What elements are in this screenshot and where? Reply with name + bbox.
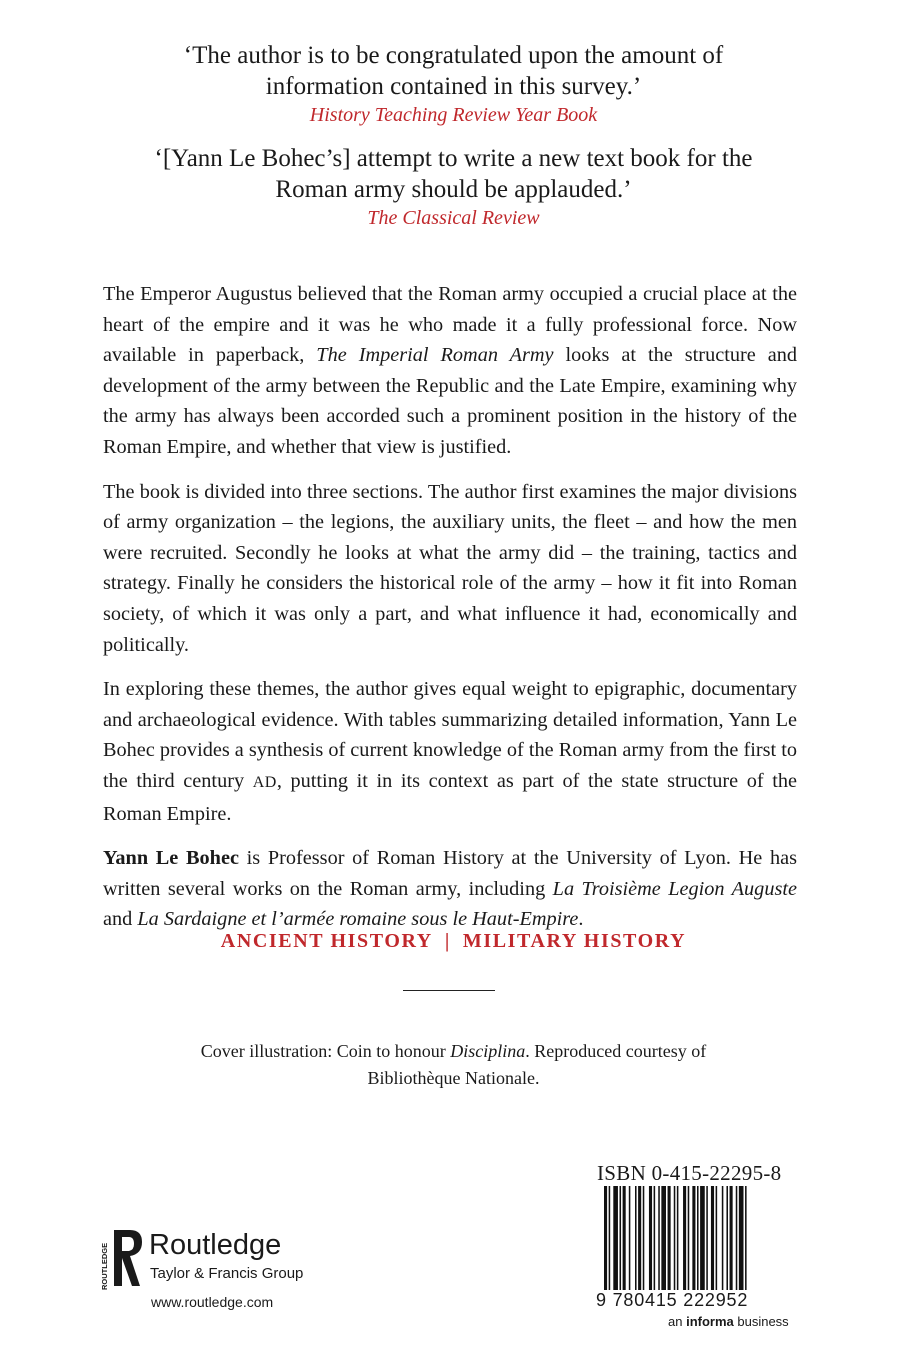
review-quote-text: ‘The author is to be congratulated upon the amount of bbox=[183, 42, 724, 69]
barcode-bar bbox=[654, 1186, 656, 1292]
isbn-label: ISBN 0-415-22295-8 bbox=[597, 1161, 782, 1185]
description-paragraph-1: The Emperor Augustus believed that the Roman army occupied a crucial place at the heart of the empire and it was he who made it a fully professional force. Now available in paperback, The Imperial Roman Army looks at the structure and development of the army between the Republic and the Late Empire, examining why the army has always been accorded such a prominent position in the history of the Roman Empire, and whether that view is justified. bbox=[103, 283, 797, 458]
barcode-bar bbox=[668, 1186, 671, 1292]
divider-rule bbox=[403, 990, 495, 991]
review-quote-text: ‘[Yann Le Bohec’s] attempt to write a new text book for the bbox=[154, 145, 753, 172]
description-paragraph-3: In exploring these themes, the author gives equal weight to epigraphic, documentary and archaeological evidence. With tables summarizing detailed information, Yann Le Bohec provides a synthesis of current knowledge of the Roman army from the first to the third century AD, putting it in its context as part of the state structure of the Roman Empire. bbox=[103, 678, 798, 825]
barcode-bar bbox=[674, 1186, 676, 1292]
review-quote-2 bbox=[0, 143, 907, 231]
barcode bbox=[596, 1186, 796, 1292]
informa-tagline: an informa business bbox=[668, 1314, 789, 1329]
barcode-bar bbox=[638, 1186, 641, 1292]
svg-text:ROUTLEDGE: ROUTLEDGE bbox=[100, 1242, 109, 1290]
barcode-bar bbox=[661, 1186, 666, 1292]
barcode-bar bbox=[730, 1186, 733, 1292]
publisher-group: Taylor & Francis Group bbox=[150, 1265, 304, 1282]
barcode-bar bbox=[604, 1186, 607, 1292]
book-title: The Imperial Roman Army bbox=[316, 344, 554, 367]
barcode-bar bbox=[700, 1186, 705, 1292]
barcode-bar bbox=[739, 1186, 744, 1292]
barcode-bar bbox=[643, 1186, 645, 1292]
author-name: Yann Le Bohec bbox=[103, 847, 239, 870]
publisher-name: Routledge bbox=[149, 1229, 282, 1261]
review-quote-text: information contained in this survey.’ bbox=[265, 73, 642, 100]
barcode-bar bbox=[649, 1186, 652, 1292]
review-quote-text: Roman army should be applauded.’ bbox=[275, 176, 632, 203]
barcode-bar bbox=[736, 1186, 738, 1292]
barcode-bar bbox=[745, 1186, 747, 1292]
category-ancient-history: ANCIENT HISTORY bbox=[220, 930, 433, 952]
barcode-bar bbox=[716, 1186, 718, 1292]
barcode-bar bbox=[658, 1186, 660, 1292]
barcode-bar bbox=[623, 1186, 626, 1292]
description-paragraph-2: The book is divided into three sections. The author first examines the major divisions of army organization – the legions, the auxiliary units, the fleet – and how the men were recruited. Secondly he looks at what the army did – the training, tactics and strategy. Finally he considers the historical role of the army – how it fit into Roman society, of which it was only a part, and what influence it had, economically and politically. bbox=[103, 480, 797, 656]
barcode-bar bbox=[677, 1186, 679, 1292]
barcode-bar bbox=[697, 1186, 699, 1292]
book-description bbox=[103, 279, 797, 949]
category-military-history: MILITARY HISTORY bbox=[462, 930, 687, 952]
barcode-digits: 9 780415 222952 bbox=[596, 1290, 796, 1311]
barcode-bar bbox=[613, 1186, 618, 1292]
review-quote-1 bbox=[0, 40, 907, 128]
cover-credit: Cover illustration: Coin to honour Disciplina. Reproduced courtesy of Bibliothèque Nationale. bbox=[200, 1041, 707, 1088]
barcode-bar bbox=[620, 1186, 622, 1292]
category-separator: | bbox=[444, 930, 451, 952]
review-source: History Teaching Review Year Book bbox=[309, 104, 598, 126]
routledge-logo-icon bbox=[100, 1228, 144, 1292]
barcode-bar bbox=[609, 1186, 611, 1292]
barcode-bar bbox=[635, 1186, 637, 1292]
review-source: The Classical Review bbox=[367, 207, 540, 229]
barcode-bar bbox=[706, 1186, 708, 1292]
publisher-url[interactable]: www.routledge.com bbox=[151, 1294, 274, 1310]
barcode-bar bbox=[629, 1186, 631, 1292]
barcode-bar bbox=[692, 1186, 695, 1292]
barcode-bar bbox=[722, 1186, 724, 1292]
barcode-bar bbox=[683, 1186, 686, 1292]
author-bio: Yann Le Bohec is Professor of Roman History at the University of Lyon. He has written several works on the Roman army, including La Troisième Legion Auguste and La Sardaigne et l’armée romaine sous le Haut-Empire. bbox=[103, 847, 797, 931]
subject-categories bbox=[0, 930, 907, 953]
barcode-bar bbox=[711, 1186, 714, 1292]
barcode-bar bbox=[688, 1186, 690, 1292]
barcode-bar bbox=[726, 1186, 728, 1292]
